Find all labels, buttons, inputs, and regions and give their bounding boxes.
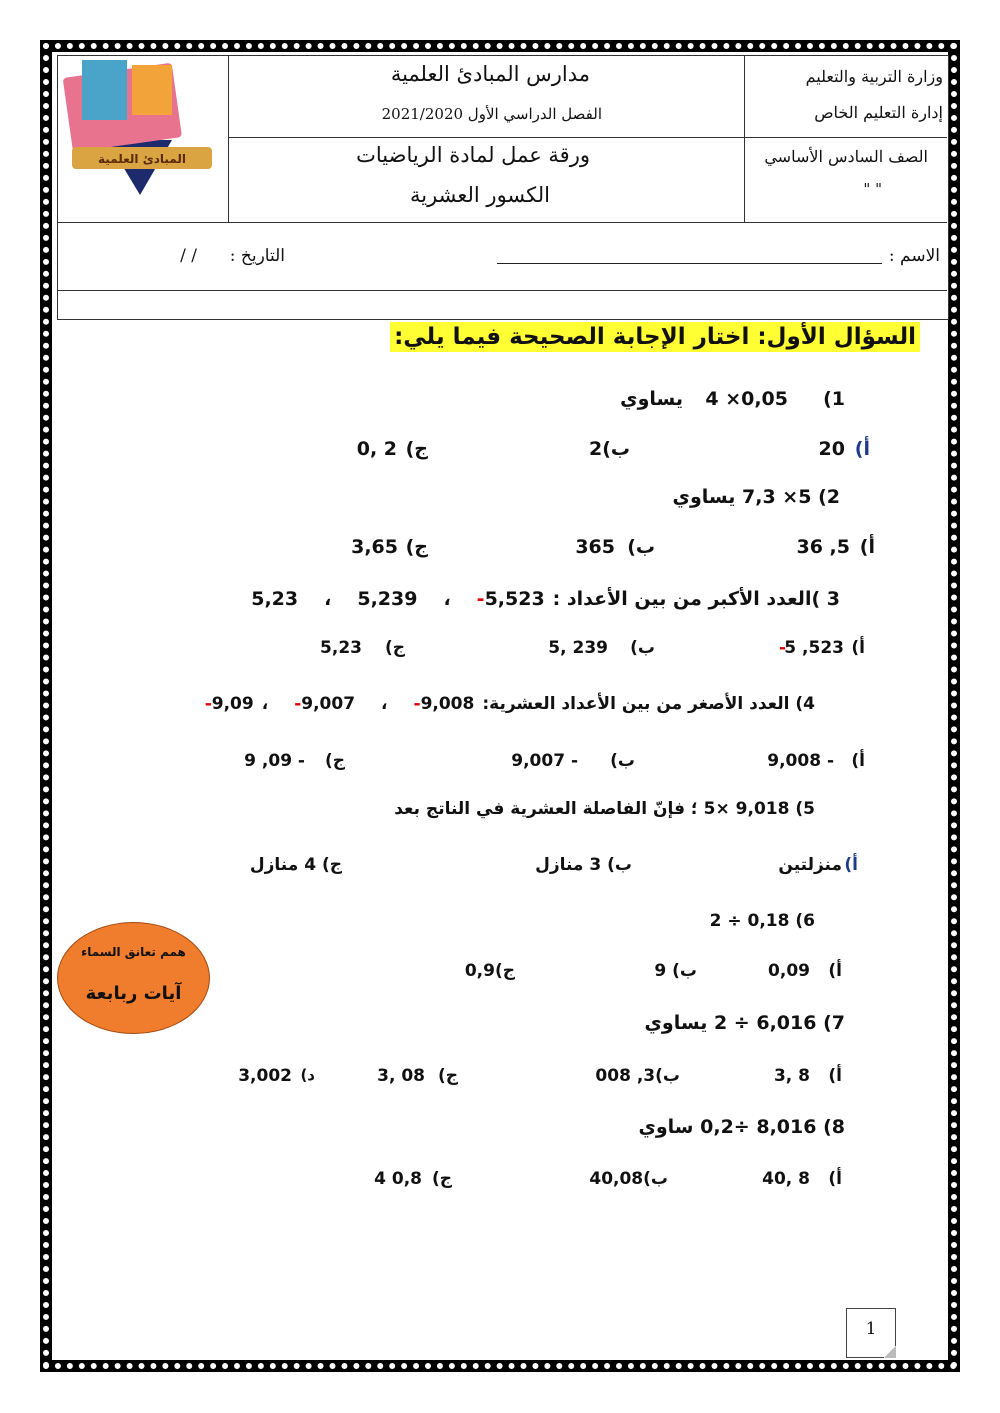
q4-number-2: 9,007: [301, 694, 356, 714]
ditto: " ": [863, 180, 882, 198]
q4-number-1: 9,008: [420, 694, 475, 714]
q4-option-a-label: أ): [851, 751, 865, 771]
q3-option-a-label: أ): [851, 638, 865, 658]
q5-option-a: منزلتين: [778, 855, 842, 875]
q3-option-b-label: ب): [630, 638, 655, 658]
q2-option-c: 3,65: [351, 536, 398, 558]
minus-sign: -: [204, 694, 212, 714]
date-field[interactable]: / /: [180, 246, 197, 266]
q3-option-b: 5, 239: [548, 638, 608, 658]
q2-option-a-label: أ): [859, 536, 875, 558]
school-name: مدارس المبادئ العلمية: [390, 62, 590, 86]
q8-option-a: 40, 8: [762, 1169, 810, 1189]
q6-option-a: 0,09: [768, 961, 810, 981]
q3-option-a: 5 ,523: [784, 638, 844, 658]
q5-option-c: ج) 4 منازل: [249, 855, 342, 875]
q4-option-c: 9 ,09 -: [244, 751, 305, 771]
q2-option-b: 365: [575, 536, 615, 558]
q5-text: 5) 9,018 ×5 ؛ فإنّ الفاصلة العشرية في الناتج بعد: [394, 799, 815, 819]
q1-option-b: ب)2: [588, 438, 630, 460]
q4-option-c-label: ج): [324, 751, 345, 771]
badge-author: آيات ربابعة: [85, 983, 182, 1004]
q4-option-a: 9,008 -: [767, 751, 834, 771]
q1-number: 1): [823, 388, 845, 410]
name-field[interactable]: [497, 263, 882, 264]
q1-expression: 4 ×0,05: [705, 388, 788, 410]
q6-text: 6) 0,18 ÷ 2: [709, 911, 815, 931]
ministry: وزارة التربية والتعليم: [805, 67, 943, 86]
divider: [57, 222, 947, 223]
q7-option-c-label: ج): [437, 1066, 458, 1086]
q3-number-1: 5,523: [484, 588, 545, 610]
worksheet-title: ورقة عمل لمادة الرياضيات: [356, 143, 590, 167]
q4-text: 4) العدد الأصغر من بين الأعداد العشرية:: [482, 694, 815, 714]
q3-option-c: 5,23: [320, 638, 362, 658]
q4-option-b-label: ب): [610, 751, 635, 771]
school-logo: [62, 55, 217, 200]
divider: [228, 55, 229, 222]
q2-option-b-label: ب): [627, 536, 655, 558]
q7-option-a: 3, 8: [773, 1066, 810, 1086]
date-label: التاريخ :: [229, 246, 285, 266]
q6-option-c: ج)0,9: [464, 961, 515, 981]
separator: ،: [443, 588, 451, 610]
q3-option-c-label: ج): [384, 638, 405, 658]
q4-line: [205, 694, 815, 714]
minus-sign: -: [476, 588, 485, 610]
topic: الكسور العشرية: [409, 183, 550, 207]
q7-option-c: 3, 08: [377, 1066, 425, 1086]
q8-option-a-label: أ): [828, 1169, 842, 1189]
q7-text: 7) 6,016 ÷ 2 يساوي: [644, 1012, 845, 1034]
q7-option-d-label: د): [300, 1066, 315, 1084]
divider: [744, 55, 745, 222]
q6-option-a-label: أ): [828, 961, 842, 981]
semester: الفصل الدراسي الأول 2021/2020: [381, 105, 602, 123]
q3-number-2: 5,239: [357, 588, 418, 610]
page-number: 1: [846, 1308, 896, 1358]
separator: ،: [261, 694, 269, 714]
grade: الصف السادس الأساسي: [764, 147, 928, 166]
q1-option-c-label: ج): [405, 438, 428, 460]
minus-sign: -: [778, 638, 786, 658]
q4-option-b: 9,007 -: [511, 751, 578, 771]
q4-number-3: 9,09: [211, 694, 254, 714]
q5-option-a-label: أ): [844, 855, 858, 875]
q2-option-a: 36 ,5: [796, 536, 850, 558]
q8-option-c-label: ج): [431, 1169, 452, 1189]
svg-text:المبادئ العلمية: المبادئ العلمية: [98, 152, 186, 166]
q1-option-a: 20: [818, 438, 845, 460]
q2-option-c-label: ج): [405, 536, 428, 558]
q8-text: 8) 8,016 ÷0,2 ساوي: [638, 1116, 845, 1138]
department: إدارة التعليم الخاص: [814, 103, 943, 122]
q8-option-b: ب)40,08: [589, 1169, 668, 1189]
minus-sign: -: [413, 694, 421, 714]
q7-option-b: ب)3, 008: [595, 1066, 680, 1086]
q2-text: 2) 5× 7,3 يساوي: [672, 486, 840, 508]
q3-line: [251, 588, 840, 610]
separator: ،: [381, 694, 388, 714]
q7-option-d: 3,002: [238, 1066, 292, 1086]
divider: [228, 137, 947, 138]
q1-option-a-label: أ): [854, 438, 870, 460]
question-title: السؤال الأول: اختار الإجابة الصحيحة فيما يلي:: [390, 322, 920, 352]
minus-sign: -: [294, 694, 302, 714]
q8-option-c: 4 0,8: [374, 1169, 422, 1189]
q1-text: يساوي: [620, 388, 683, 410]
q3-text: 3 )العدد الأكبر من بين الأعداد :: [552, 588, 840, 610]
q5-option-b: ب) 3 منازل: [535, 855, 632, 875]
author-badge: [57, 922, 210, 1034]
divider: [57, 290, 947, 291]
q3-number-3: 5,23: [251, 588, 299, 610]
q6-option-b: ب) 9: [654, 961, 697, 981]
badge-slogan: همم تعانق السماء: [81, 945, 186, 959]
q7-option-a-label: أ): [828, 1066, 842, 1086]
name-label: الاسم :: [888, 246, 940, 266]
separator: ،: [324, 588, 332, 610]
q1-option-c: 0, 2: [356, 438, 397, 460]
